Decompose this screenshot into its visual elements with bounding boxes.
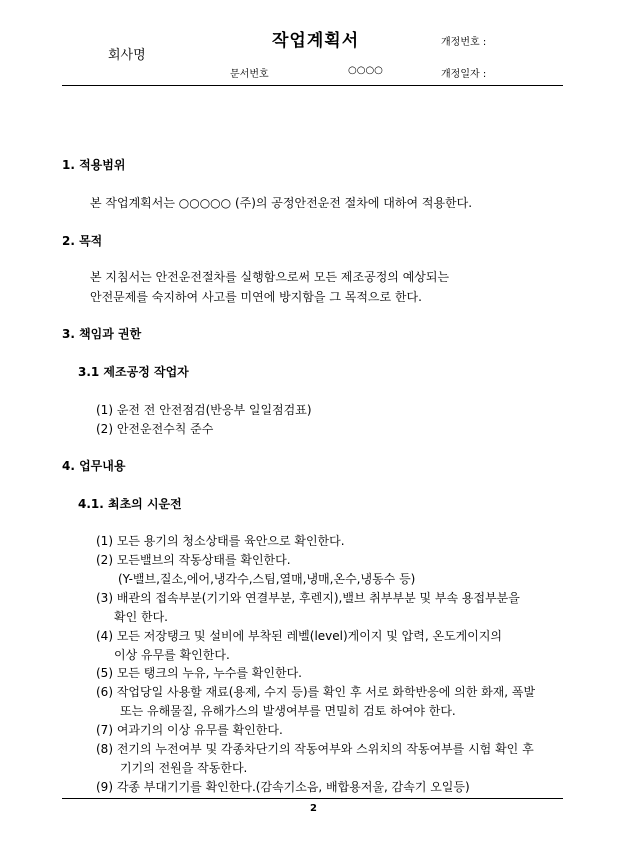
list-item-continuation: 또는 유해물질, 유해가스의 발생여부를 면밀히 검토 하여야 한다. <box>120 704 456 718</box>
document-number-label: 문서번호 <box>230 69 269 80</box>
list-item-continuation: 확인 한다. <box>114 610 168 624</box>
list-item: (5) 모든 탱크의 누유, 누수를 확인한다. <box>96 666 302 680</box>
list-item: (1) 운전 전 안전점검(반응부 일일점검표) <box>96 403 312 417</box>
list-item: (3) 배관의 접속부분(기기와 연결부분, 후렌지),밸브 취부부분 및 부속 용접부분을 <box>96 591 520 605</box>
list-item-continuation: (Y-밸브,질소,에어,냉각수,스팀,열매,냉매,온수,냉동수 등) <box>118 572 416 586</box>
revision-date-label: 개정일자 : <box>441 69 487 80</box>
revision-number-label: 개정번호 : <box>441 37 487 48</box>
section-2-text-line: 본 지침서는 안전운전절차를 실행함으로써 모든 제조공정의 예상되는 <box>90 270 450 284</box>
list-item: (9) 각종 부대기기를 확인한다.(감속기소음, 배합용저울, 감속기 오일등) <box>96 780 470 794</box>
section-1-heading: 1. 적용범위 <box>62 158 126 172</box>
document-title: 작업계획서 <box>272 31 360 51</box>
list-item: (8) 전기의 누전여부 및 각종차단기의 작동여부와 스위치의 작동여부를 시험 확인 후 <box>96 742 534 756</box>
company-name-label: 회사명 <box>108 48 146 63</box>
list-item: (2) 안전운전수칙 준수 <box>96 422 214 436</box>
document-number-value: ○○○○ <box>348 65 383 76</box>
header-divider <box>62 85 563 86</box>
list-item-continuation: 기기의 전원을 작동한다. <box>120 761 248 775</box>
section-2-text-line: 안전문제를 숙지하여 사고를 미연에 방지함을 그 목적으로 한다. <box>90 290 422 304</box>
section-3-1-heading: 3.1 제조공정 작업자 <box>78 365 189 379</box>
section-1-text: 본 작업계획서는 ○○○○○ (주)의 공정안전운전 절차에 대하여 적용한다. <box>90 196 473 210</box>
page-number: 2 <box>310 803 317 814</box>
list-item: (7) 여과기의 이상 유무를 확인한다. <box>96 723 283 737</box>
list-item: (6) 작업당일 사용할 재료(용제, 수지 등)를 확인 후 서로 화학반응에 의한 화재, 폭발 <box>96 685 536 699</box>
footer-divider <box>62 798 563 799</box>
list-item-continuation: 이상 유무를 확인한다. <box>114 648 230 662</box>
section-3-heading: 3. 책임과 권한 <box>62 327 142 341</box>
list-item: (1) 모든 용기의 청소상태를 육안으로 확인한다. <box>96 534 345 548</box>
section-2-heading: 2. 목적 <box>62 234 103 248</box>
list-item: (2) 모든밸브의 작동상태를 확인한다. <box>96 553 291 567</box>
list-item: (4) 모든 저장탱크 및 설비에 부착된 레벨(level)게이지 및 압력, 온도게이지의 <box>96 629 503 643</box>
section-4-1-heading: 4.1. 최초의 시운전 <box>78 497 182 511</box>
section-4-heading: 4. 업무내용 <box>62 459 126 473</box>
